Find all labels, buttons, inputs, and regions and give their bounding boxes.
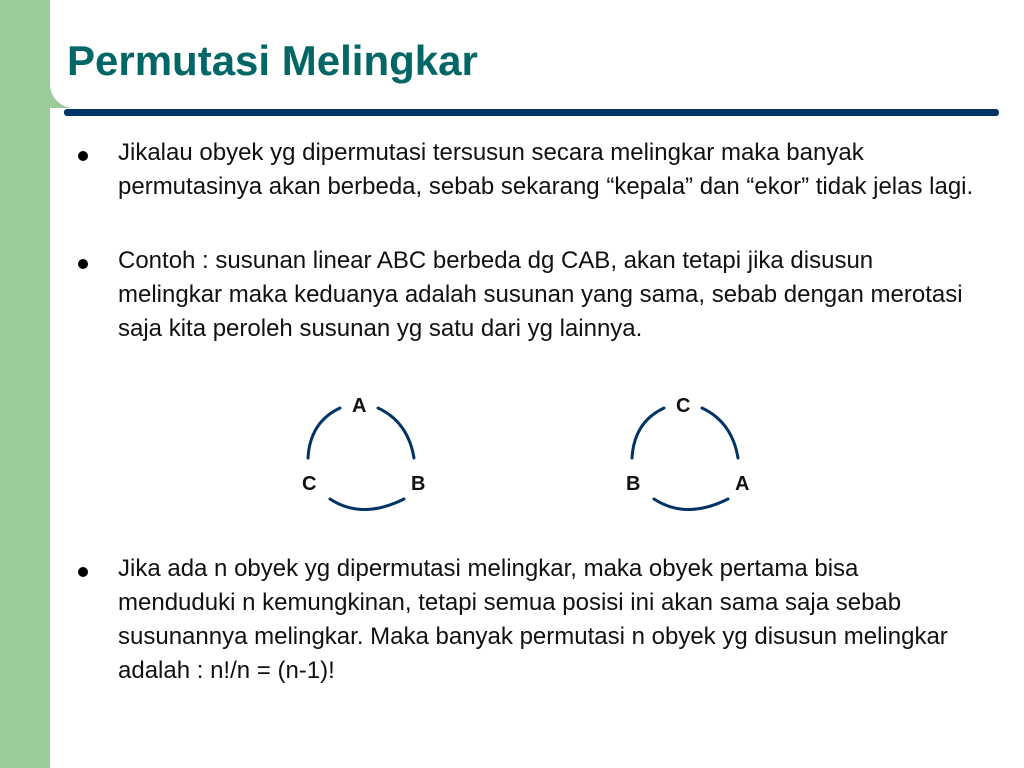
circle-arcs-icon	[614, 392, 774, 522]
position-label-top: A	[352, 395, 367, 417]
position-label-top: C	[676, 395, 691, 417]
circle-arcs-icon	[290, 392, 450, 522]
title-underline	[64, 109, 999, 116]
circular-arrangement-diagram-2	[614, 392, 774, 522]
position-label-right: A	[735, 473, 750, 495]
bullet-text: Jikalau obyek yg dipermutasi tersusun secara melingkar maka banyak permutasinya akan berbeda, sebab sekarang “kepala” dan “ekor” tidak jelas lagi.	[118, 139, 974, 200]
circular-arrangement-diagram-1	[290, 392, 450, 522]
bullet-dot-icon	[78, 151, 88, 161]
bullet-text: Contoh : susunan linear ABC berbeda dg CAB, akan tetapi jika disusun melingkar maka keduanya adalah susunan yang sama, sebab dengan merotasi saja kita peroleh susunan yg satu dari yg lainnya.	[118, 247, 963, 342]
bullet-dot-icon	[78, 259, 88, 269]
decorative-band-left	[0, 0, 50, 768]
bullet-dot-icon	[78, 567, 88, 577]
slide-title: Permutasi Melingkar	[67, 37, 478, 84]
bullet-text: Jika ada n obyek yg dipermutasi melingkar, maka obyek pertama bisa menduduki n kemungkinan, tetapi semua posisi ini akan sama saja sebab susunannya melingkar. Maka banyak permutasi n obyek yg disusun melingkar adalah : n!/n = (n-1)!	[118, 555, 948, 684]
position-label-left: B	[626, 473, 641, 495]
position-label-left: C	[302, 473, 317, 495]
position-label-right: B	[411, 473, 426, 495]
